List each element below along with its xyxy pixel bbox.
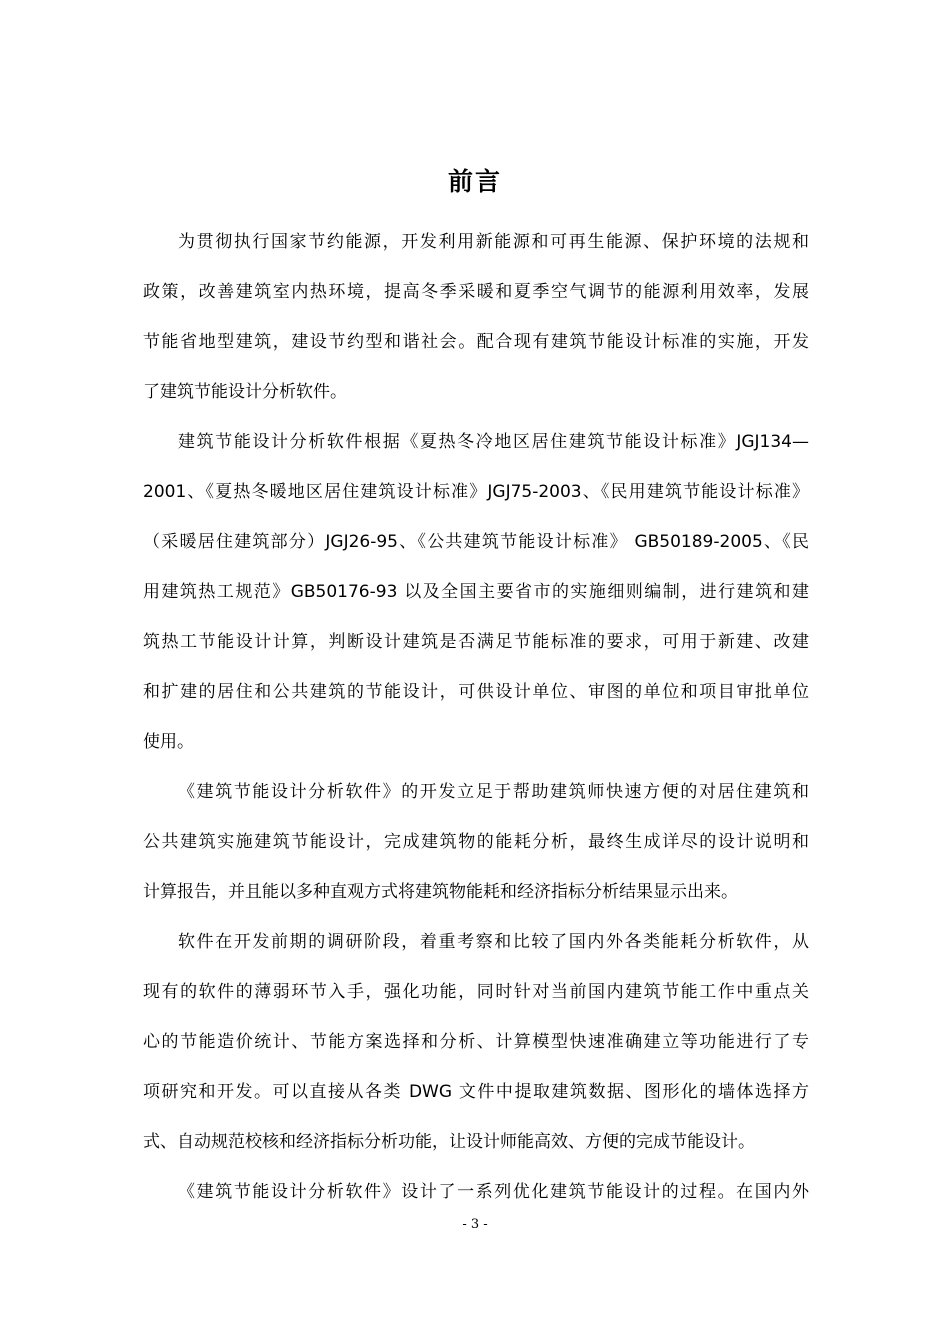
paragraph-line: 《建筑节能设计分析软件》的开发立足于帮助建筑师快速方便的对居住建筑和 xyxy=(178,782,809,802)
paragraph-line: 计算报告，并且能以多种直观方式将建筑物能耗和经济指标分析结果显示出来。 xyxy=(143,882,738,902)
paragraph-line: 《建筑节能设计分析软件》设计了一系列优化建筑节能设计的过程。在国内外 xyxy=(178,1182,809,1202)
paragraph-line: 软件在开发前期的调研阶段，着重考察和比较了国内外各类能耗分析软件，从 xyxy=(178,932,809,952)
paragraph-line: 公共建筑实施建筑节能设计，完成建筑物的能耗分析，最终生成详尽的设计说明和 xyxy=(143,832,809,852)
paragraph-line: 2001、《夏热冬暖地区居住建筑设计标准》JGJ75-2003、《民用建筑节能设计标准》 xyxy=(143,482,809,502)
page-number: - 3 - xyxy=(462,1217,488,1232)
paragraph-line: 式、自动规范校核和经济指标分析功能，让设计师能高效、方便的完成节能设计。 xyxy=(143,1132,755,1152)
paragraph-line: 节能省地型建筑，建设节约型和谐社会。配合现有建筑节能设计标准的实施，开发 xyxy=(143,332,809,352)
paragraph-line: 筑热工节能设计计算，判断设计建筑是否满足节能标准的要求，可用于新建、改建 xyxy=(143,632,809,652)
paragraph-line: （采暖居住建筑部分）JGJ26-95、《公共建筑节能设计标准》 GB50189-2005、《民 xyxy=(143,532,809,552)
paragraph-line: 和扩建的居住和公共建筑的节能设计，可供设计单位、审图的单位和项目审批单位 xyxy=(143,682,809,702)
paragraph-line: 现有的软件的薄弱环节入手，强化功能，同时针对当前国内建筑节能工作中重点关 xyxy=(143,982,809,1002)
paragraph-line: 项研究和开发。可以直接从各类 DWG 文件中提取建筑数据、图形化的墙体选择方 xyxy=(143,1082,809,1102)
page-title: 前言 xyxy=(447,167,502,196)
paragraph-line: 为贯彻执行国家节约能源，开发利用新能源和可再生能源、保护环境的法规和 xyxy=(178,232,809,252)
paragraph-line: 心的节能造价统计、节能方案选择和分析、计算模型快速准确建立等功能进行了专 xyxy=(143,1032,809,1052)
body-text xyxy=(143,217,809,1217)
paragraph-line: 用建筑热工规范》GB50176-93 以及全国主要省市的实施细则编制，进行建筑和建 xyxy=(143,582,809,602)
paragraph-line: 建筑节能设计分析软件根据《夏热冬冷地区居住建筑节能设计标准》JGJ134— xyxy=(178,432,809,452)
paragraph-line: 政策，改善建筑室内热环境，提高冬季采暖和夏季空气调节的能源利用效率，发展 xyxy=(143,282,809,302)
paragraph-line: 了建筑节能设计分析软件。 xyxy=(143,382,347,402)
paragraph-line: 使用。 xyxy=(143,732,194,752)
